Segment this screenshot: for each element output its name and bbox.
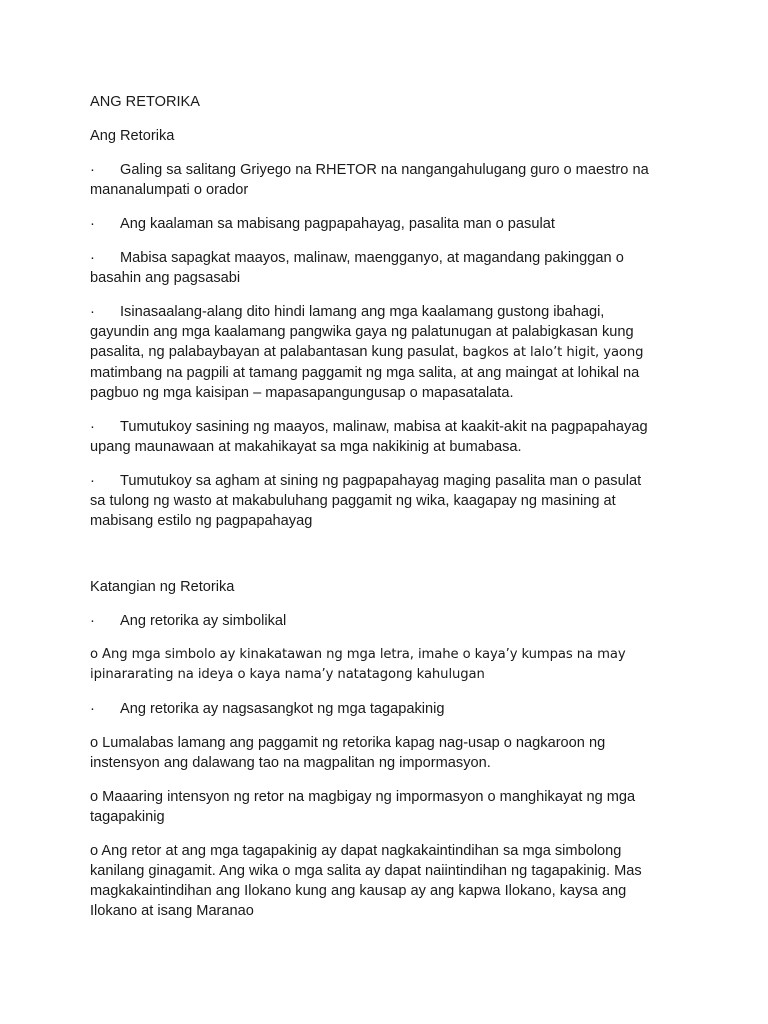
sub-point-paragraph <box>90 787 680 827</box>
paragraph-line: Ang kaalaman sa mabisang pagpapahayag, pasalita man o pasulat <box>120 216 555 232</box>
bullet-marker: · <box>90 216 95 232</box>
paragraph-line: ipinararating na ideya o kaya nama’y natatagong kahulugan <box>90 667 485 682</box>
paragraph-line: Tumutukoy sasining ng maayos, malinaw, mabisa at kaakit-akit na pagpapahayag <box>120 419 648 435</box>
bullet-marker: · <box>90 613 95 629</box>
bullet-paragraph <box>90 699 680 719</box>
paragraph-line: tagapakinig <box>90 809 165 825</box>
document-title: ANG RETORIKA <box>90 94 201 110</box>
bullet-paragraph <box>90 611 680 631</box>
paragraph-line: Ilokano at isang Maranao <box>90 903 254 919</box>
paragraph-line: matimbang na pagpili at tamang paggamit ng mga salita, at ang maingat at lohikal na <box>90 365 640 381</box>
inline-alt-font-text: bagkos at lalo’t higit, yaong <box>462 345 644 360</box>
paragraph-line: Ang retorika ay simbolikal <box>120 613 287 629</box>
paragraph-line: magkakaintindihan ang Ilokano kung ang kausap ay ang kapwa Ilokano, kaysa ang <box>90 883 627 899</box>
paragraph-line: Ang retorika ay nagsasangkot ng mga tagapakinig <box>120 701 445 717</box>
bullet-paragraph <box>90 160 680 200</box>
bullet-paragraph <box>90 471 680 531</box>
paragraph-line: Isinasaalang-alang dito hindi lamang ang mga kaalamang gustong ibahagi, <box>120 304 605 320</box>
sub-point-paragraph <box>90 645 680 685</box>
bullet-marker: · <box>90 162 95 178</box>
bullet-marker: · <box>90 701 95 717</box>
section-heading-ang-retorika: Ang Retorika <box>90 128 175 144</box>
document-body <box>90 92 680 935</box>
section-spacer <box>90 545 680 577</box>
paragraph-line: o Maaaring intensyon ng retor na magbigay ng impormasyon o manghikayat ng mga <box>90 789 636 805</box>
paragraph-line: o Ang mga simbolo ay kinakatawan ng mga letra, imahe o kaya’y kumpas na may <box>90 647 626 662</box>
paragraph-line: sa tulong ng wasto at makabuluhang paggamit ng wika, kaagapay ng masining at <box>90 493 616 509</box>
paragraph-line: mabisang estilo ng pagpapahayag <box>90 513 313 529</box>
paragraph-line: upang maunawaan at makahikayat sa mga nakikinig at bumabasa. <box>90 439 522 455</box>
bullet-paragraph <box>90 302 680 403</box>
bullet-paragraph <box>90 248 680 288</box>
paragraph-line: o Lumalabas lamang ang paggamit ng retorika kapag nag-usap o nagkaroon ng <box>90 735 606 751</box>
bullet-paragraph <box>90 417 680 457</box>
paragraph-line: pasalita, ng palabaybayan at palabantasan kung pasulat, <box>90 344 459 360</box>
paragraph-line: instensyon ang dalawang tao na magpalitan ng impormasyon. <box>90 755 491 771</box>
bullet-marker: · <box>90 473 95 489</box>
bullet-marker: · <box>90 419 95 435</box>
paragraph-line: Mabisa sapagkat maayos, malinaw, maengganyo, at magandang pakinggan o <box>120 250 624 266</box>
paragraph-line: basahin ang pagsasabi <box>90 270 241 286</box>
paragraph-line: gayundin ang mga kaalamang pangwika gaya ng palatunugan at palabigkasan kung <box>90 324 634 340</box>
section-heading-katangian: Katangian ng Retorika <box>90 579 235 595</box>
bullet-marker: · <box>90 304 95 320</box>
paragraph-line: Galing sa salitang Griyego na RHETOR na nangangahulugang guro o maestro na <box>120 162 649 178</box>
bullet-marker: · <box>90 250 95 266</box>
paragraph-line: kanilang ginagamit. Ang wika o mga salita ay dapat naiintindihan ng tagapakinig. Mas <box>90 863 642 879</box>
paragraph-line: mananalumpati o orador <box>90 182 249 198</box>
paragraph-line: o Ang retor at ang mga tagapakinig ay dapat nagkakaintindihan sa mga simbolong <box>90 843 622 859</box>
sub-point-paragraph <box>90 841 680 921</box>
paragraph-line: Tumutukoy sa agham at sining ng pagpapahayag maging pasalita man o pasulat <box>120 473 642 489</box>
paragraph-line: pagbuo ng mga kaisipan – mapasapangungusap o mapasatalata. <box>90 385 514 401</box>
sub-point-paragraph <box>90 733 680 773</box>
bullet-paragraph <box>90 214 680 234</box>
